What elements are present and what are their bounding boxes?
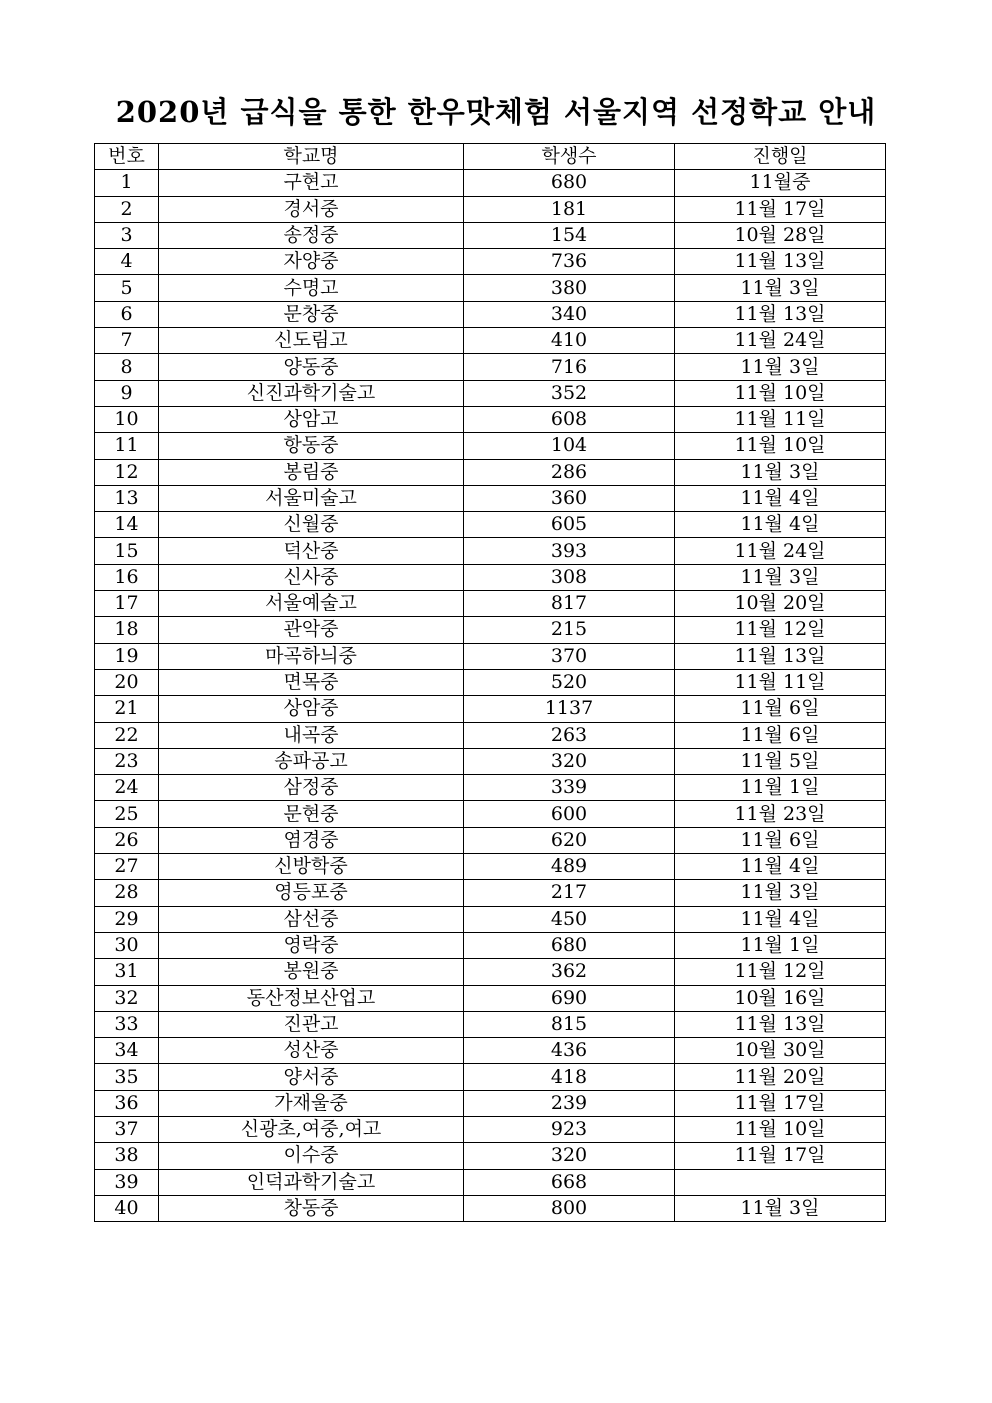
cell-student-count: 217 (464, 880, 675, 906)
cell-student-count: 308 (464, 564, 675, 590)
table-row (95, 722, 886, 748)
table-row (95, 617, 886, 643)
table-row (95, 1116, 886, 1142)
cell-school-name: 송정중 (159, 222, 464, 248)
cell-student-count: 410 (464, 328, 675, 354)
cell-school-name: 신방학중 (159, 854, 464, 880)
cell-student-count: 668 (464, 1169, 675, 1195)
cell-number: 19 (95, 643, 159, 669)
cell-student-count: 608 (464, 406, 675, 432)
cell-date: 11월 6일 (675, 722, 886, 748)
table-row (95, 222, 886, 248)
cell-number: 10 (95, 406, 159, 432)
table-row (95, 170, 886, 196)
cell-number: 35 (95, 1064, 159, 1090)
cell-student-count: 815 (464, 1011, 675, 1037)
table-row (95, 380, 886, 406)
cell-number: 24 (95, 775, 159, 801)
cell-student-count: 680 (464, 932, 675, 958)
cell-number: 30 (95, 932, 159, 958)
cell-student-count: 154 (464, 222, 675, 248)
cell-date: 11월 24일 (675, 538, 886, 564)
cell-school-name: 봉원중 (159, 959, 464, 985)
cell-student-count: 716 (464, 354, 675, 380)
cell-date: 11월 10일 (675, 1116, 886, 1142)
cell-date: 11월 24일 (675, 328, 886, 354)
cell-number: 6 (95, 301, 159, 327)
cell-school-name: 자양중 (159, 249, 464, 275)
table-row (95, 275, 886, 301)
cell-number: 20 (95, 669, 159, 695)
cell-student-count: 340 (464, 301, 675, 327)
table-row (95, 328, 886, 354)
cell-number: 17 (95, 591, 159, 617)
cell-number: 26 (95, 827, 159, 853)
table-row (95, 591, 886, 617)
cell-school-name: 신광초,여중,여고 (159, 1116, 464, 1142)
cell-student-count: 600 (464, 801, 675, 827)
cell-student-count: 817 (464, 591, 675, 617)
cell-date: 10월 28일 (675, 222, 886, 248)
cell-number: 28 (95, 880, 159, 906)
table-row (95, 406, 886, 432)
cell-date: 11월 3일 (675, 564, 886, 590)
cell-school-name: 신진과학기술고 (159, 380, 464, 406)
cell-number: 16 (95, 564, 159, 590)
cell-date: 11월 3일 (675, 354, 886, 380)
cell-student-count: 418 (464, 1064, 675, 1090)
cell-date: 11월 11일 (675, 669, 886, 695)
table-row (95, 459, 886, 485)
cell-school-name: 이수중 (159, 1143, 464, 1169)
cell-student-count: 360 (464, 485, 675, 511)
cell-student-count: 380 (464, 275, 675, 301)
cell-date: 11월 3일 (675, 880, 886, 906)
table-header-row (95, 144, 886, 170)
table-row (95, 1143, 886, 1169)
cell-student-count: 1137 (464, 696, 675, 722)
table-row (95, 1038, 886, 1064)
cell-number: 18 (95, 617, 159, 643)
table-row (95, 1195, 886, 1221)
cell-date: 11월 23일 (675, 801, 886, 827)
cell-student-count: 450 (464, 906, 675, 932)
table-row (95, 354, 886, 380)
cell-student-count: 263 (464, 722, 675, 748)
cell-student-count: 690 (464, 985, 675, 1011)
cell-school-name: 양동중 (159, 354, 464, 380)
cell-student-count: 286 (464, 459, 675, 485)
cell-number: 29 (95, 906, 159, 932)
cell-school-name: 인덕과학기술고 (159, 1169, 464, 1195)
cell-student-count: 680 (464, 170, 675, 196)
cell-number: 36 (95, 1090, 159, 1116)
cell-date: 10월 30일 (675, 1038, 886, 1064)
cell-school-name: 상암고 (159, 406, 464, 432)
cell-date: 11월 13일 (675, 643, 886, 669)
cell-school-name: 구현고 (159, 170, 464, 196)
cell-number: 3 (95, 222, 159, 248)
cell-school-name: 신월중 (159, 512, 464, 538)
cell-school-name: 염경중 (159, 827, 464, 853)
cell-school-name: 문창중 (159, 301, 464, 327)
cell-student-count: 104 (464, 433, 675, 459)
cell-student-count: 215 (464, 617, 675, 643)
page-title: 2020년 급식을 통한 한우맛체험 서울지역 선정학교 안내 (115, 95, 877, 129)
table-row (95, 906, 886, 932)
cell-number: 25 (95, 801, 159, 827)
cell-student-count: 320 (464, 748, 675, 774)
cell-date: 11월 6일 (675, 696, 886, 722)
table-row (95, 538, 886, 564)
cell-school-name: 항동중 (159, 433, 464, 459)
table-body (95, 170, 886, 1222)
cell-date: 11월 20일 (675, 1064, 886, 1090)
header-student-count: 학생수 (464, 144, 675, 170)
cell-date: 11월 12일 (675, 617, 886, 643)
table-row (95, 249, 886, 275)
cell-school-name: 내곡중 (159, 722, 464, 748)
cell-number: 4 (95, 249, 159, 275)
cell-number: 2 (95, 196, 159, 222)
cell-date: 11월중 (675, 170, 886, 196)
table-row (95, 959, 886, 985)
table-row (95, 1169, 886, 1195)
cell-school-name: 송파공고 (159, 748, 464, 774)
table-row (95, 932, 886, 958)
cell-date: 10월 20일 (675, 591, 886, 617)
cell-school-name: 봉림중 (159, 459, 464, 485)
table-row (95, 696, 886, 722)
cell-student-count: 370 (464, 643, 675, 669)
school-table (94, 143, 886, 1222)
cell-school-name: 덕산중 (159, 538, 464, 564)
cell-number: 38 (95, 1143, 159, 1169)
cell-number: 21 (95, 696, 159, 722)
table-row (95, 669, 886, 695)
cell-date: 11월 10일 (675, 433, 886, 459)
cell-school-name: 영락중 (159, 932, 464, 958)
cell-school-name: 신도림고 (159, 328, 464, 354)
cell-school-name: 성산중 (159, 1038, 464, 1064)
cell-number: 14 (95, 512, 159, 538)
cell-number: 39 (95, 1169, 159, 1195)
cell-date: 11월 17일 (675, 1090, 886, 1116)
cell-school-name: 문현중 (159, 801, 464, 827)
header-number: 번호 (95, 144, 159, 170)
cell-school-name: 서울미술고 (159, 485, 464, 511)
cell-school-name: 마곡하늬중 (159, 643, 464, 669)
cell-student-count: 239 (464, 1090, 675, 1116)
cell-number: 11 (95, 433, 159, 459)
cell-school-name: 양서중 (159, 1064, 464, 1090)
cell-date: 11월 6일 (675, 827, 886, 853)
table-row (95, 485, 886, 511)
cell-number: 15 (95, 538, 159, 564)
cell-date: 11월 12일 (675, 959, 886, 985)
cell-number: 7 (95, 328, 159, 354)
header-school-name: 학교명 (159, 144, 464, 170)
cell-student-count: 520 (464, 669, 675, 695)
cell-student-count: 436 (464, 1038, 675, 1064)
cell-number: 12 (95, 459, 159, 485)
cell-number: 32 (95, 985, 159, 1011)
cell-number: 23 (95, 748, 159, 774)
cell-student-count: 605 (464, 512, 675, 538)
cell-date: 11월 4일 (675, 906, 886, 932)
cell-date: 11월 3일 (675, 1195, 886, 1221)
table-row (95, 827, 886, 853)
cell-number: 40 (95, 1195, 159, 1221)
cell-date: 11월 1일 (675, 932, 886, 958)
cell-school-name: 삼선중 (159, 906, 464, 932)
cell-student-count: 489 (464, 854, 675, 880)
table-row (95, 801, 886, 827)
cell-school-name: 서울예술고 (159, 591, 464, 617)
cell-student-count: 339 (464, 775, 675, 801)
cell-student-count: 393 (464, 538, 675, 564)
cell-date: 11월 3일 (675, 459, 886, 485)
cell-school-name: 경서중 (159, 196, 464, 222)
table-row (95, 854, 886, 880)
table-row (95, 643, 886, 669)
cell-number: 37 (95, 1116, 159, 1142)
cell-school-name: 상암중 (159, 696, 464, 722)
cell-number: 8 (95, 354, 159, 380)
cell-date: 11월 11일 (675, 406, 886, 432)
cell-number: 9 (95, 380, 159, 406)
cell-date: 11월 10일 (675, 380, 886, 406)
cell-school-name: 삼정중 (159, 775, 464, 801)
table-row (95, 748, 886, 774)
cell-student-count: 923 (464, 1116, 675, 1142)
cell-student-count: 352 (464, 380, 675, 406)
header-date: 진행일 (675, 144, 886, 170)
cell-school-name: 신사중 (159, 564, 464, 590)
table-row (95, 433, 886, 459)
cell-date: 11월 13일 (675, 249, 886, 275)
cell-number: 5 (95, 275, 159, 301)
cell-school-name: 영등포중 (159, 880, 464, 906)
cell-student-count: 800 (464, 1195, 675, 1221)
table-row (95, 512, 886, 538)
cell-number: 33 (95, 1011, 159, 1037)
table-row (95, 775, 886, 801)
cell-date: 11월 4일 (675, 854, 886, 880)
cell-student-count: 362 (464, 959, 675, 985)
cell-date: 11월 3일 (675, 275, 886, 301)
cell-school-name: 진관고 (159, 1011, 464, 1037)
table-row (95, 1011, 886, 1037)
table-row (95, 564, 886, 590)
table-row (95, 1064, 886, 1090)
cell-student-count: 736 (464, 249, 675, 275)
cell-student-count: 620 (464, 827, 675, 853)
table-row (95, 880, 886, 906)
cell-number: 27 (95, 854, 159, 880)
table-row (95, 196, 886, 222)
cell-date (675, 1169, 886, 1195)
cell-school-name: 창동중 (159, 1195, 464, 1221)
table-row (95, 985, 886, 1011)
cell-school-name: 수명고 (159, 275, 464, 301)
cell-date: 11월 4일 (675, 485, 886, 511)
cell-date: 11월 17일 (675, 1143, 886, 1169)
cell-student-count: 181 (464, 196, 675, 222)
cell-date: 11월 5일 (675, 748, 886, 774)
cell-student-count: 320 (464, 1143, 675, 1169)
cell-number: 13 (95, 485, 159, 511)
cell-number: 31 (95, 959, 159, 985)
table-row (95, 1090, 886, 1116)
cell-date: 11월 1일 (675, 775, 886, 801)
cell-date: 10월 16일 (675, 985, 886, 1011)
cell-date: 11월 17일 (675, 196, 886, 222)
cell-number: 1 (95, 170, 159, 196)
cell-date: 11월 4일 (675, 512, 886, 538)
table-row (95, 301, 886, 327)
cell-number: 34 (95, 1038, 159, 1064)
cell-school-name: 면목중 (159, 669, 464, 695)
cell-school-name: 가재울중 (159, 1090, 464, 1116)
cell-school-name: 동산정보산업고 (159, 985, 464, 1011)
cell-school-name: 관악중 (159, 617, 464, 643)
cell-date: 11월 13일 (675, 1011, 886, 1037)
cell-number: 22 (95, 722, 159, 748)
cell-date: 11월 13일 (675, 301, 886, 327)
